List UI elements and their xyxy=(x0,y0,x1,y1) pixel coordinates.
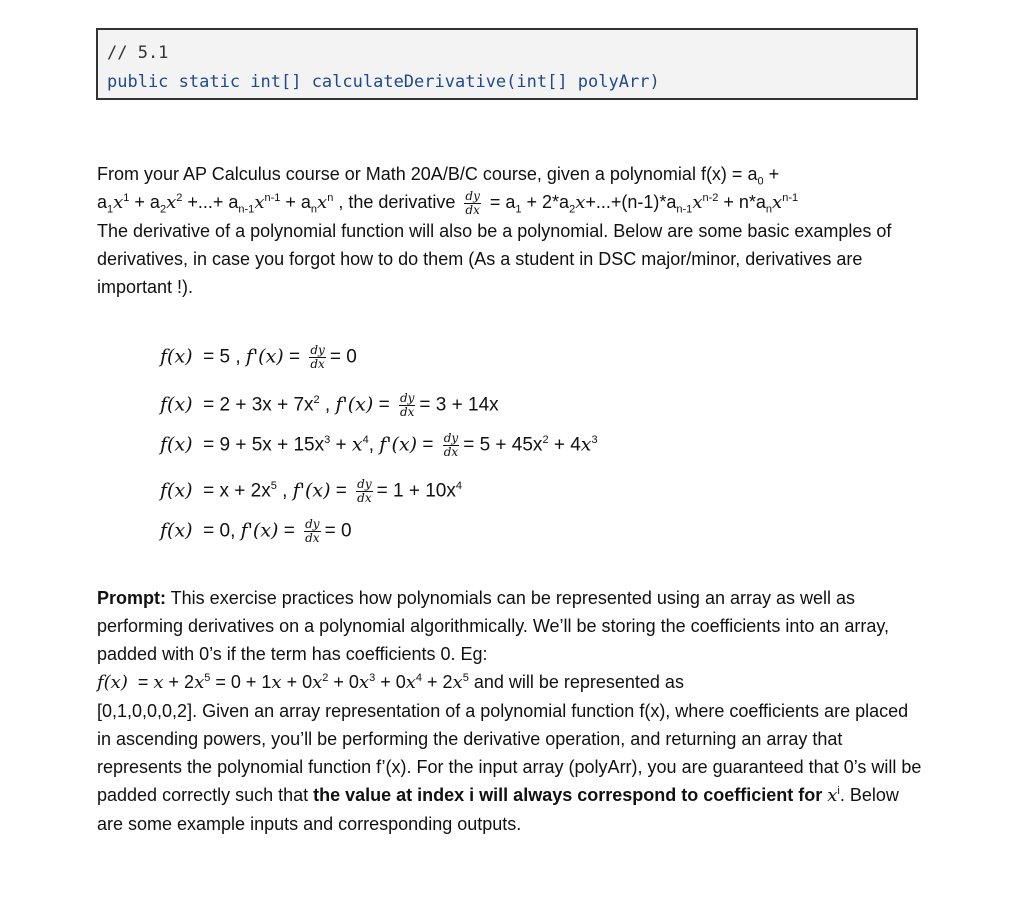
intro-sentence-2: The derivative of a polynomial function will also be a polynomial. Below are some basic examples of derivatives, in case you forgot how to do them (As a student in DSC major/minor, derivatives are important !). xyxy=(97,221,892,297)
intro-line-1: From your AP Calculus course or Math 20A/B/C course, given a polynomial $f(x) = a_0$ + xyxy=(97,164,780,188)
dy-dx-fraction: $\frac{dy}{dx}$ xyxy=(465,188,480,217)
intro-line-2: $a_1x^1 + a_2x^2$ +...+ $a_{n-1}x^{n-1} + a_nx^n$ , the derivative $\frac{dy}{dx}$ = $a_1 + 2*a_2x+...+(n-1)*a_{n-1}x^{n-2} + n*a_nx^{n-1}$ xyxy=(97,188,799,217)
code-comment: // 5.1 xyxy=(107,43,169,63)
prompt-paragraph: Prompt: This exercise practices how polynomials can be represented using an array as well as performing derivatives on a polynomial algorithmically. We’ll be storing the coefficients into an array, padded with 0’s if the term has coefficients 0. Eg: $f(x) = x + 2x^5 = 0 + 1x + 0x^2 + 0x^3 + 0x^4 + 2x^5$ and will be represented as [0,1,0,0,0,2]. Given an array representation of a polynomial function f(x), where coefficients are placed in ascending powers, you’ll be performing the derivative operation, and returning an array that represents the polynomial function f’(x). For the input array (polyArr), you are guaranteed that 0’s will be padded correctly such that the value at index i will always correspond to coefficient for $x^i$. Below are some example inputs and corresponding outputs. xyxy=(97,588,922,834)
example-2: $f(x) = 2 + 3x + 7x^2$ , f'(x) = $\frac{dy}{dx}$ = 3 + 14x xyxy=(160,391,499,419)
example-1: f(x) = 5 , f'(x) = $\frac{dy}{dx}$ = 0 xyxy=(160,343,357,371)
example-5: f(x) = 0, f'(x) = $\frac{dy}{dx}$ = 0 xyxy=(160,517,352,545)
intro-paragraph xyxy=(97,160,927,301)
example-3: $f(x) = 9 + 5x + 15x^3 + x^4$, f'(x) = $\frac{dy}{dx}$ = $5 + 45x^2 + 4x^3$ xyxy=(160,431,598,459)
method-signature: public static int[] calculateDerivative(int[] polyArr) xyxy=(107,72,660,92)
example-4: $f(x) = x + 2x^5$ , f'(x) = $\frac{dy}{dx}$ = $1 + 10x^4$ xyxy=(160,477,462,505)
prompt-label: Prompt: xyxy=(97,588,166,608)
code-block xyxy=(96,28,918,100)
